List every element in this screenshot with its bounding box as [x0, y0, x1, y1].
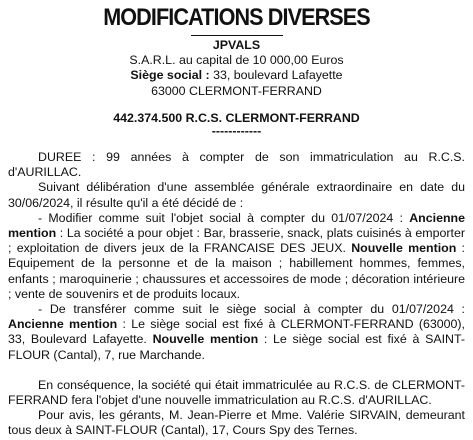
paragraph-object-change	[8, 211, 465, 302]
separator: ------------	[211, 124, 262, 139]
seat-new-label: Nouvelle mention	[152, 332, 259, 347]
company-name: JPVALS	[212, 38, 261, 52]
company-form: S.A.R.L. au capital de 10 000,00 Euros	[129, 53, 344, 68]
paragraph-seat-transfer	[8, 302, 465, 363]
seat-old-text: : Le siège social est fixé à CLERMONT-FERRAND (63000), 33, Boulevard Lafayette.	[8, 317, 465, 347]
rcs-number: 442.374.500 R.C.S. CLERMONT-FERRAND	[113, 110, 360, 125]
seat-label: Siège social :	[130, 68, 210, 83]
paragraph-deliberation: Suivant délibération d'une assemblée générale extraordinaire en date du 30/06/2024, il résulte qu'il a été décidé de :	[8, 180, 465, 210]
seat-new-text: : Le siège social est fixé à SAINT-FLOUR (Cantal), 7, rue Marchande.	[8, 332, 465, 362]
paragraph-consequence: En conséquence, la société qui était immatriculée au R.C.S. de CLERMONT-FERRAND fera l'objet d'une nouvelle immatriculation au R.C.S. d'AURILLAC.	[8, 377, 465, 408]
seat-transfer-intro: - De transférer comme suit le siège social à compter du 01/07/2024 :	[38, 302, 465, 317]
company-seat	[0, 68, 473, 83]
notice-title: MODIFICATIONS DIVERSES	[103, 4, 370, 31]
company-city: 63000 CLERMONT-FERRAND	[151, 83, 322, 98]
object-new-text: : Equipement de la personne et de la maison ; habillement hommes, femmes, enfants ; maroquinerie ; chaussures et accessoires de mode ; décoration intérieure ; vente de souvenirs et de produits locaux.	[8, 241, 465, 301]
paragraph-signature: Pour avis, les gérants, M. Jean-Pierre et Mme. Valérie SIRVAIN, demeurant tous deux à SAINT-FLOUR (Cantal), 17, Cours Spy des Ternes.	[8, 408, 465, 438]
notice-body	[8, 150, 465, 439]
seat-address: 33, boulevard Lafayette	[209, 68, 343, 83]
object-old-label: Ancienne mention	[8, 210, 465, 241]
object-new-label: Nouvelle mention	[351, 241, 457, 256]
title-rule	[191, 35, 283, 36]
object-old-text: : La société a pour objet : Bar, brasserie, snack, plats cuisinés à emporter ; exploitation de divers jeux de la FRANCAISE DES JEUX.	[8, 226, 465, 256]
object-change-intro: - Modifier comme suit l'objet social à compter du 01/07/2024 :	[38, 210, 410, 225]
paragraph-duration: DUREE : 99 années à compter de son immatriculation au R.C.S. d'AURILLAC.	[8, 150, 465, 180]
seat-old-label: Ancienne mention	[8, 317, 118, 332]
